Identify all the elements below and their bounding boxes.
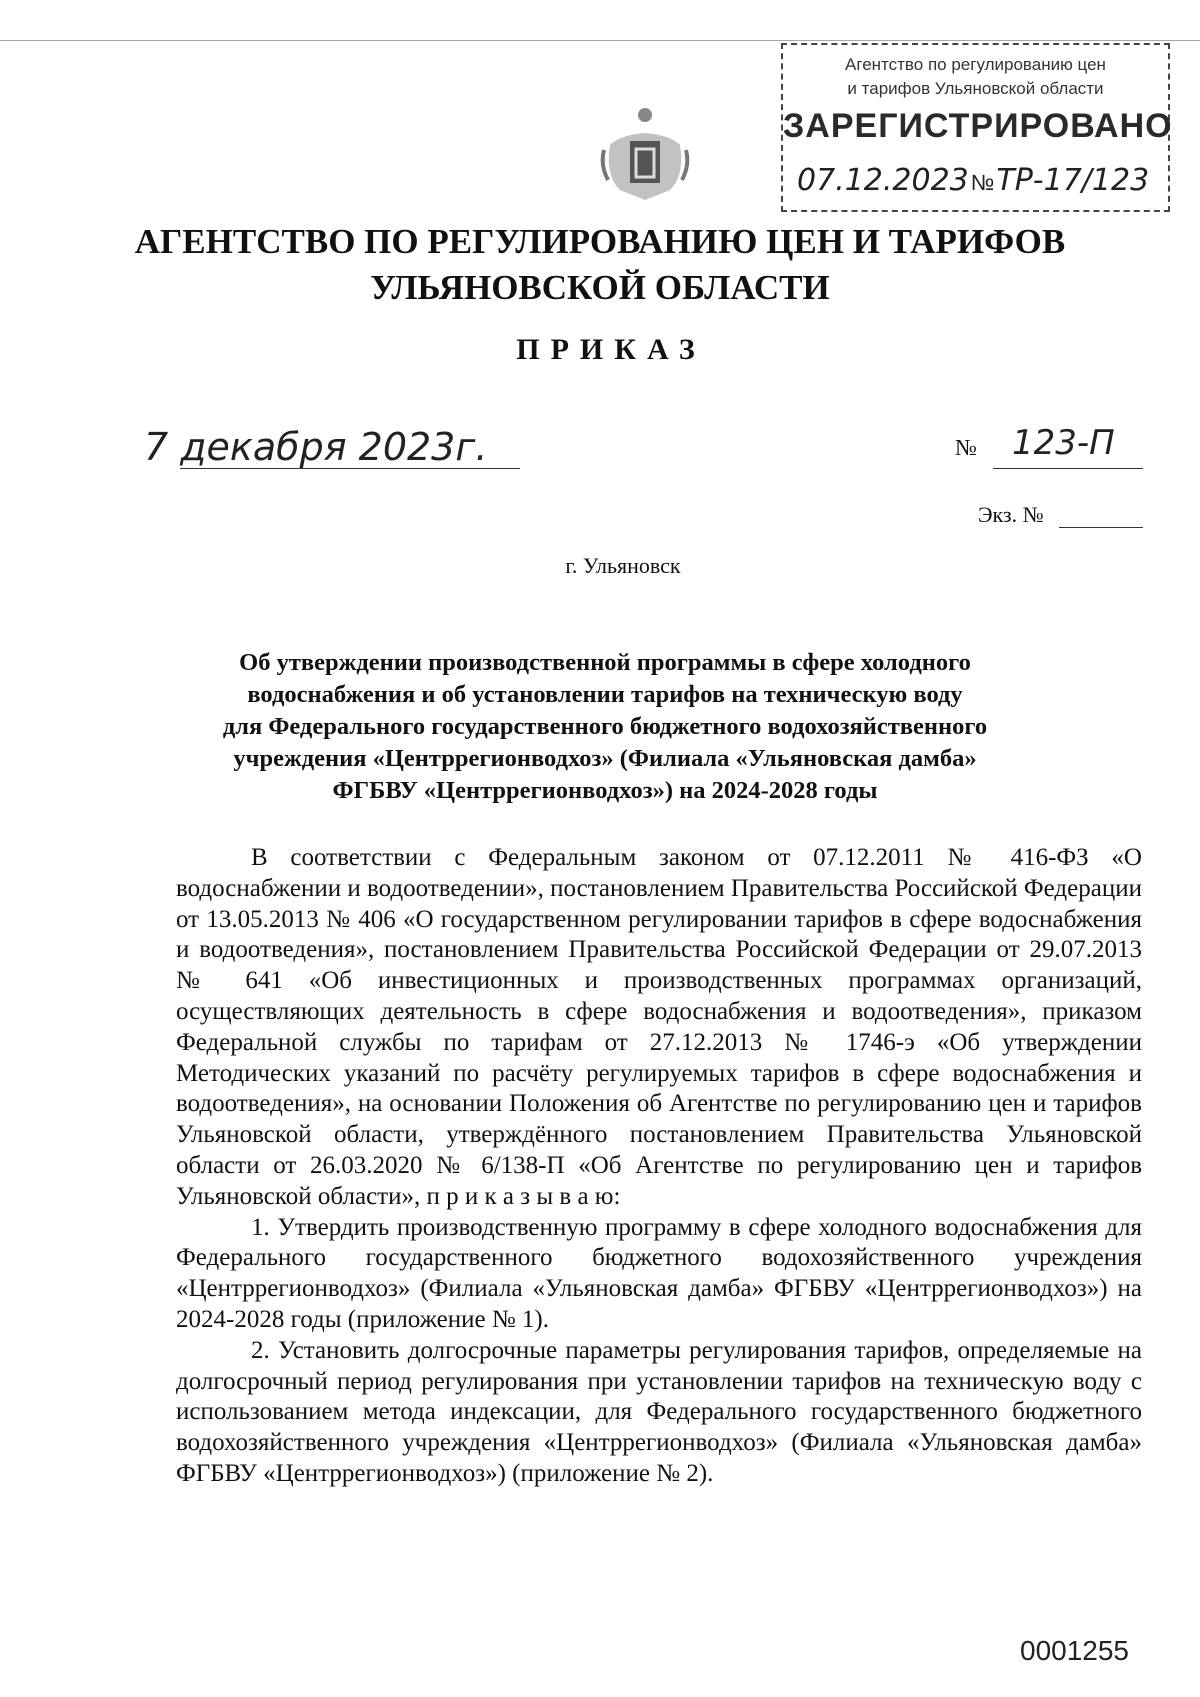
- title-line: Об утверждении производственной программы в сфере холодного: [239, 649, 971, 676]
- handwritten-date: 7 декабря 2023г.: [144, 425, 488, 469]
- order-title: [200, 647, 1010, 807]
- agency-line-1: АГЕНТСТВО ПО РЕГУЛИРОВАНИЮ ЦЕН И ТАРИФОВ: [134, 222, 1066, 261]
- clause-2-paragraph: 2. Установить долгосрочные параметры регулирования тарифов, определяемые на долгосрочный период регулирования при установлении тарифов на техническую воду с использованием метода индексации, для Федерального государственного бюджетного водохозяйственного учреждения «Центррегионводхоз» (Филиала «Ульяновская дамба» ФГБВУ «Центррегионводхоз») (приложение № 2).: [176, 1336, 1142, 1487]
- registration-stamp: [781, 43, 1173, 212]
- stamp-date: 07.12.2023: [797, 163, 969, 198]
- serial-number: 0001255: [1020, 1635, 1130, 1666]
- coat-of-arms-icon: [600, 105, 690, 205]
- stamp-number-sign: №: [970, 170, 995, 195]
- order-body: [176, 843, 1142, 1490]
- title-line: для Федерального государственного бюджетного водохозяйственного: [222, 713, 988, 740]
- title-line: учреждения «Центррегионводхоз» (Филиала «Ульяновская дамба»: [233, 745, 977, 772]
- order-number-label: №: [955, 435, 977, 460]
- top-rule: [0, 40, 1200, 41]
- agency-name: [0, 219, 1200, 311]
- handwritten-order-number: 123-П: [1012, 423, 1115, 463]
- agency-line-2: УЛЬЯНОВСКОЙ ОБЛАСТИ: [370, 268, 830, 307]
- copy-number-blank: [1059, 527, 1143, 528]
- preamble-paragraph: В соответствии с Федеральным законом от 07.12.2011 № 416-ФЗ «О водоснабжении и водоотведении», постановлением Правительства Российской Федерации от 13.05.2013 № 406 «О государственном регулировании тарифов в сфере водоснабжения и водоотведения», постановлением Правительства Российской Федерации от 29.07.2013 № 641 «Об инвестиционных и производственных программах организаций, осуществляющих деятельность в сфере водоснабжения и водоотведения», приказом Федеральной службы по тарифам от 27.12.2013 № 1746-э «Об утверждении Методических указаний по расчёту регулируемых тарифов в сфере водоснабжения и водоотведения», на основании Положения об Агентстве по регулированию цен и тарифов Ульяновской области, утверждённого постановлением Правительства Ульяновской области от 26.03.2020 № 6/138-П «Об Агентстве по регулированию цен и тарифов Ульяновской области», п р и к а з ы в а ю:: [176, 844, 1142, 1210]
- stamp-reg-number: ТР-17/123: [996, 163, 1150, 198]
- clause-1-paragraph: 1. Утвердить производственную программу в сфере холодного водоснабжения для Федерального государственного бюджетного водохозяйственного учреждения «Центррегионводхоз» (Филиала «Ульяновская дамба» ФГБВУ «Центррегионводхоз») на 2024-2028 годы (приложение № 1).: [176, 1213, 1142, 1333]
- title-line: ФГБВУ «Центррегионводхоз») на 2024-2028 годы: [332, 777, 878, 804]
- stamp-status: ЗАРЕГИСТРИРОВАНО: [783, 107, 1173, 145]
- stamp-line-2: и тарифов Ульяновской области: [847, 79, 1104, 98]
- title-line: водоснабжения и об установлении тарифов на техническую воду: [247, 681, 963, 708]
- stamp-line-1: Агентство по регулированию цен: [845, 55, 1106, 74]
- city: г. Ульяновск: [565, 553, 681, 578]
- document-type: ПРИКАЗ: [516, 333, 706, 366]
- number-underline: [993, 468, 1143, 469]
- date-underline: [180, 468, 520, 469]
- copy-number-label: Экз. №: [978, 502, 1044, 527]
- stamp-date-line: [797, 163, 1149, 198]
